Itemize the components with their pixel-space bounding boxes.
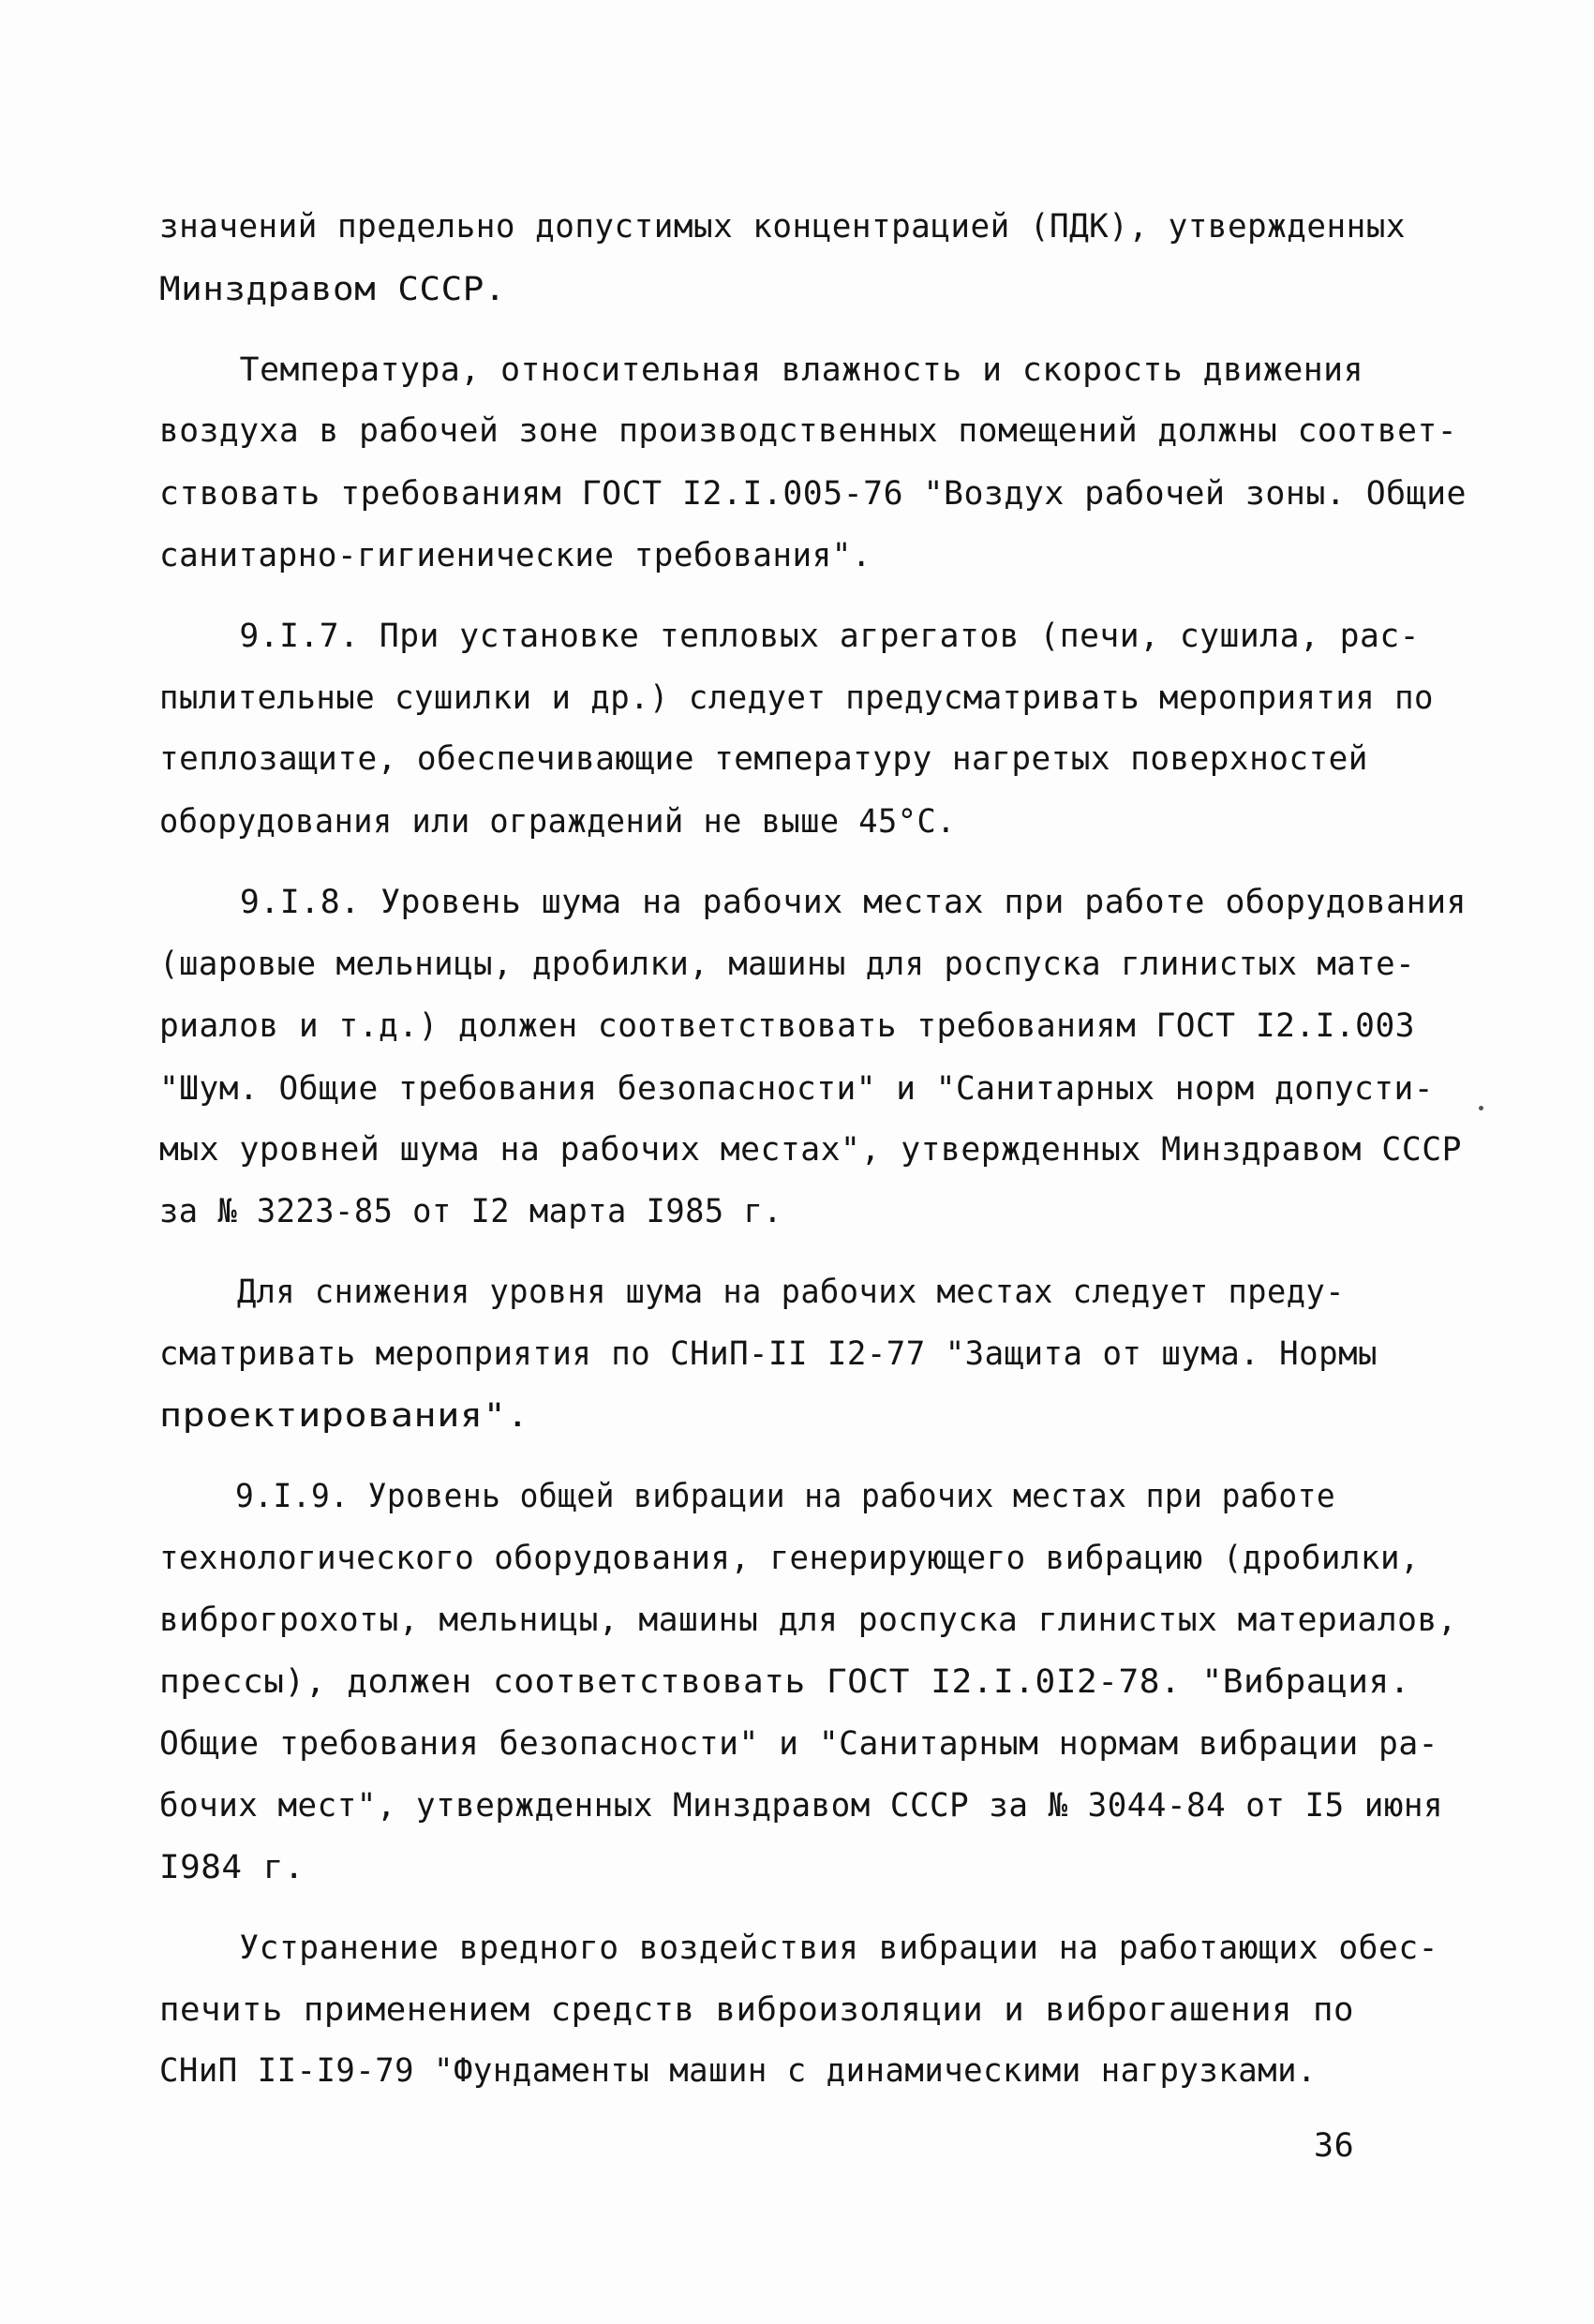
- text-line: СНиП II-I9-79 "Фундаменты машин с динамическими нагрузками.: [159, 2052, 1317, 2090]
- page-number: 36: [1314, 2127, 1355, 2165]
- text-line: "Шум. Общие требования безопасности" и "Санитарных норм допусти-: [159, 1070, 1435, 1108]
- text-line: Температура, относительная влажность и скорость движения: [159, 351, 1363, 389]
- text-line: теплозащите, обеспечивающие температуру нагретых поверхностей: [159, 740, 1368, 778]
- text-line: сматривать мероприятия по СНиП-II I2-77 "Защита от шума. Нормы: [159, 1335, 1378, 1373]
- margin-mark: [1479, 1106, 1483, 1110]
- text-line: риалов и т.д.) должен соответствовать требованиям ГОСТ I2.I.003: [159, 1007, 1416, 1045]
- text-line: Общие требования безопасности" и "Санитарным нормам вибрации ра-: [159, 1725, 1438, 1763]
- text-line: ствовать требованиям ГОСТ I2.I.005-76 "Воздух рабочей зоны. Общие: [159, 475, 1467, 513]
- text-line: Минздравом СССР.: [159, 271, 507, 308]
- text-line: Для снижения уровня шума на рабочих местах следует преду-: [159, 1274, 1345, 1311]
- text-line: I984 г.: [159, 1849, 305, 1886]
- text-line: виброгрохоты, мельницы, машины для роспуска глинистых материалов,: [159, 1601, 1458, 1639]
- text-line: прессы), должен соответствовать ГОСТ I2.I.0I2-78. "Вибрация.: [159, 1663, 1410, 1701]
- text-line: бочих мест", утвержденных Минздравом СССР за № 3044-84 от I5 июня: [159, 1787, 1444, 1825]
- text-line: оборудования или ограждений не выше 45°С.: [159, 803, 956, 841]
- text-line: 9.I.8. Уровень шума на рабочих местах при работе оборудования: [159, 884, 1467, 921]
- text-line: значений предельно допустимых концентрацией (ПДК), утвержденных: [159, 208, 1406, 246]
- text-line: печить применением средств виброизоляции и виброгашения по: [159, 1991, 1354, 2029]
- text-line: 9.I.9. Уровень общей вибрации на рабочих местах при работе: [159, 1478, 1336, 1515]
- text-line: воздуха в рабочей зоне производственных помещений должны соответ-: [159, 412, 1458, 450]
- text-line: за № 3223-85 от I2 марта I985 г.: [159, 1193, 783, 1230]
- text-line: 9.I.7. При установке тепловых агрегатов (печи, сушила, рас-: [159, 618, 1421, 655]
- text-line: санитарно-гигиенические требования".: [159, 537, 871, 574]
- text-line: технологического оборудования, генерирующего вибрацию (дробилки,: [159, 1540, 1420, 1577]
- text-line: Устранение вредного воздействия вибрации на работающих обес-: [159, 1929, 1438, 1967]
- text-line: проектирования".: [159, 1397, 529, 1435]
- text-line: (шаровые мельницы, дробилки, машины для роспуска глинистых мате-: [159, 946, 1416, 983]
- text-line: мых уровней шума на рабочих местах", утвержденных Минздравом СССР: [159, 1131, 1462, 1169]
- text-line: пылительные сушилки и др.) следует предусматривать мероприятия по: [159, 679, 1434, 717]
